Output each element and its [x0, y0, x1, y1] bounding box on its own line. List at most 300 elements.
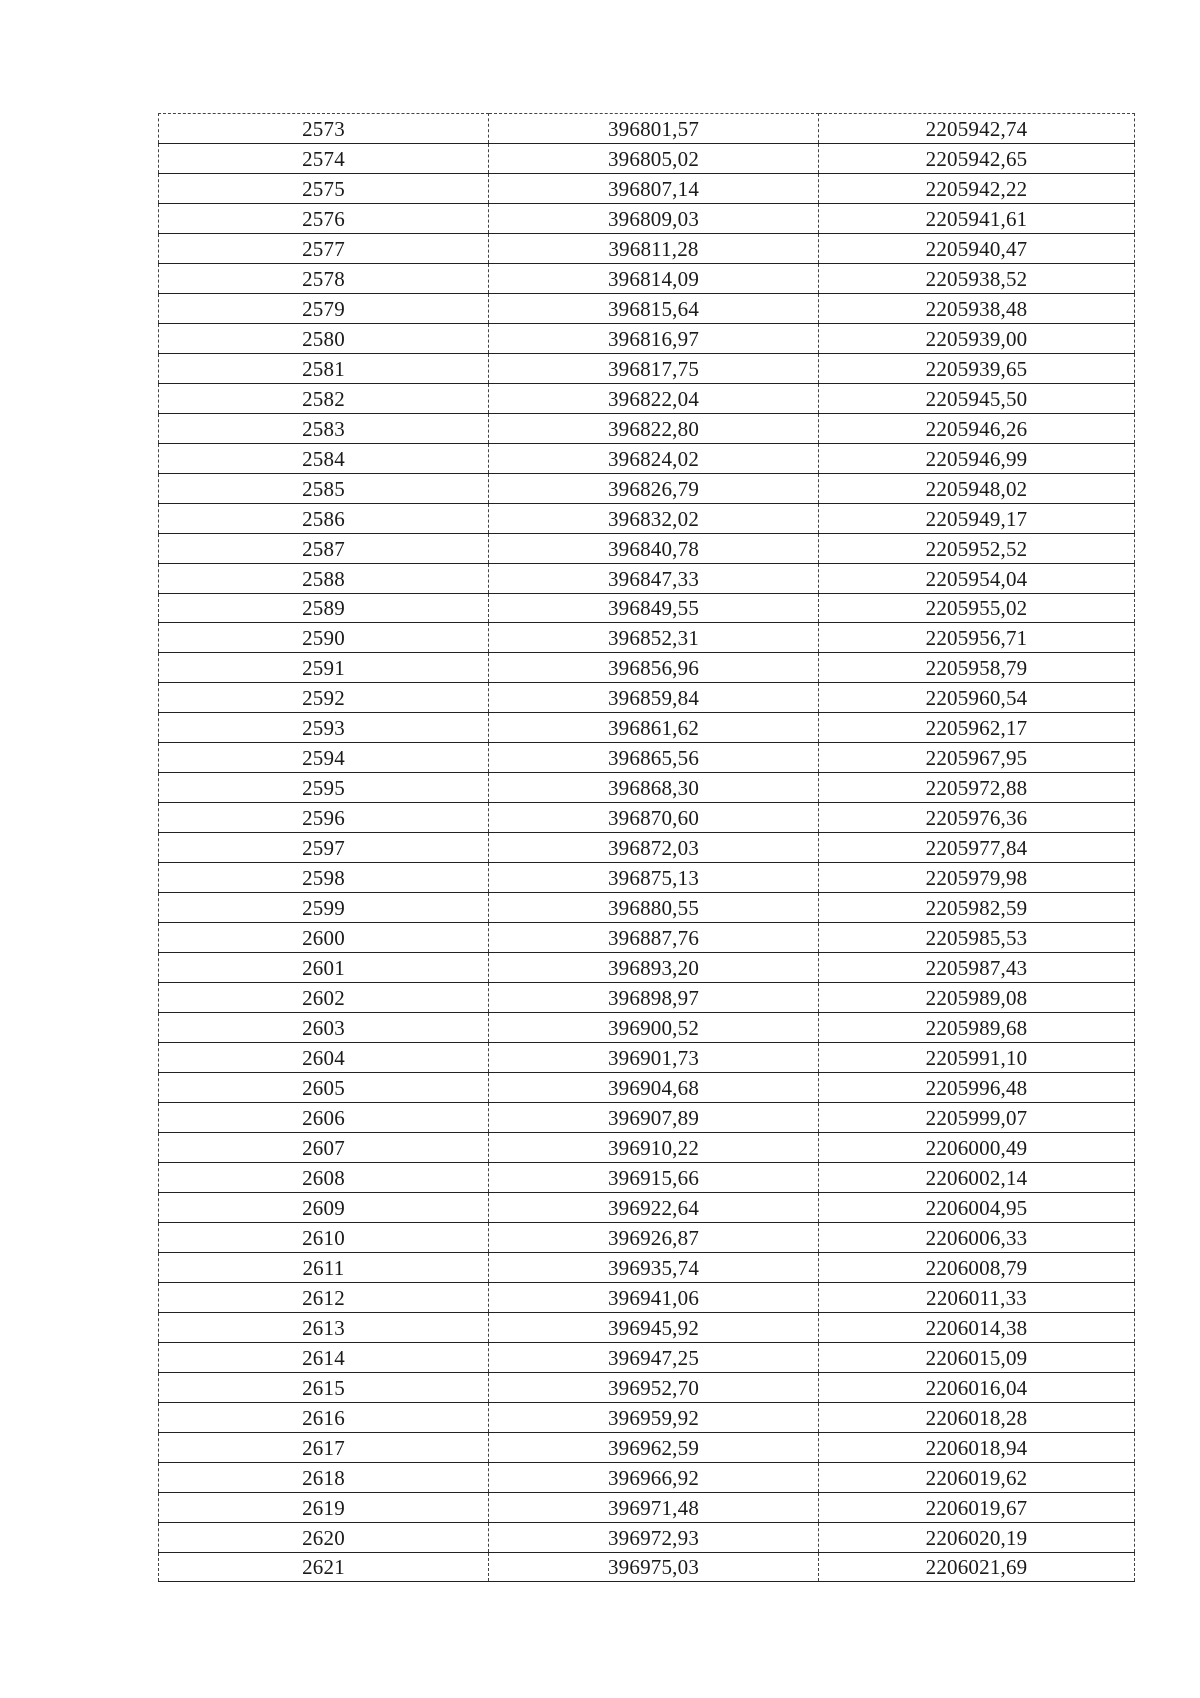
- point-number-cell: [159, 353, 489, 383]
- coordinates-table: [158, 113, 1135, 1582]
- cell-text: 396915,66: [607, 1165, 700, 1190]
- x-coordinate-cell: [489, 623, 819, 653]
- x-coordinate-cell: [489, 893, 819, 923]
- table-row: [159, 1402, 1135, 1432]
- cell-text: 2206014,38: [925, 1315, 1028, 1340]
- x-coordinate-cell: [489, 1282, 819, 1312]
- y-coordinate-cell: [819, 143, 1135, 173]
- table-row: [159, 533, 1135, 563]
- cell-text: 2205942,74: [925, 116, 1028, 141]
- point-number-cell: [159, 1552, 489, 1582]
- y-coordinate-cell: [819, 623, 1135, 653]
- point-number-cell: [159, 443, 489, 473]
- point-number-cell: [159, 863, 489, 893]
- y-coordinate-cell: [819, 1073, 1135, 1103]
- point-number-cell: [159, 623, 489, 653]
- point-number-cell: [159, 293, 489, 323]
- cell-text: 2205945,50: [925, 386, 1028, 411]
- x-coordinate-cell: [489, 173, 819, 203]
- x-coordinate-cell: [489, 533, 819, 563]
- x-coordinate-cell: [489, 1522, 819, 1552]
- point-number-cell: [159, 1162, 489, 1192]
- table-row: [159, 773, 1135, 803]
- cell-text: 396971,48: [607, 1495, 700, 1520]
- table-row: [159, 293, 1135, 323]
- y-coordinate-cell: [819, 293, 1135, 323]
- cell-text: 2206019,62: [925, 1465, 1028, 1490]
- x-coordinate-cell: [489, 1073, 819, 1103]
- y-coordinate-cell: [819, 1522, 1135, 1552]
- cell-text: 396805,02: [607, 146, 700, 171]
- cell-text: 2621: [302, 1555, 345, 1580]
- cell-text: 2586: [302, 506, 345, 531]
- cell-text: 396922,64: [607, 1195, 700, 1220]
- cell-text: 2206018,28: [925, 1405, 1028, 1430]
- point-number-cell: [159, 203, 489, 233]
- point-number-cell: [159, 413, 489, 443]
- cell-text: 2205946,26: [925, 416, 1028, 441]
- x-coordinate-cell: [489, 143, 819, 173]
- cell-text: 2603: [302, 1016, 345, 1041]
- point-number-cell: [159, 563, 489, 593]
- table-row: [159, 563, 1135, 593]
- cell-text: 2205941,61: [925, 206, 1028, 231]
- x-coordinate-cell: [489, 293, 819, 323]
- point-number-cell: [159, 233, 489, 263]
- y-coordinate-cell: [819, 1462, 1135, 1492]
- y-coordinate-cell: [819, 203, 1135, 233]
- point-number-cell: [159, 773, 489, 803]
- cell-text: 396901,73: [607, 1046, 700, 1071]
- table-row: [159, 203, 1135, 233]
- cell-text: 396870,60: [607, 806, 700, 831]
- cell-text: 396959,92: [607, 1405, 700, 1430]
- point-number-cell: [159, 1282, 489, 1312]
- cell-text: 2205949,17: [925, 506, 1028, 531]
- x-coordinate-cell: [489, 563, 819, 593]
- cell-text: 2205958,79: [925, 656, 1028, 681]
- point-number-cell: [159, 923, 489, 953]
- x-coordinate-cell: [489, 1492, 819, 1522]
- table-row: [159, 233, 1135, 263]
- table-row: [159, 473, 1135, 503]
- cell-text: 2205996,48: [925, 1075, 1028, 1100]
- x-coordinate-cell: [489, 653, 819, 683]
- x-coordinate-cell: [489, 983, 819, 1013]
- table-row: [159, 1282, 1135, 1312]
- cell-text: 2580: [302, 326, 345, 351]
- cell-text: 2593: [302, 716, 345, 741]
- cell-text: 2598: [302, 866, 345, 891]
- table-row: [159, 683, 1135, 713]
- cell-text: 396945,92: [607, 1315, 700, 1340]
- x-coordinate-cell: [489, 413, 819, 443]
- y-coordinate-cell: [819, 353, 1135, 383]
- table-row: [159, 653, 1135, 683]
- point-number-cell: [159, 1222, 489, 1252]
- cell-text: 2595: [302, 776, 345, 801]
- cell-text: 2206019,67: [925, 1495, 1028, 1520]
- point-number-cell: [159, 1432, 489, 1462]
- cell-text: 2205948,02: [925, 476, 1028, 501]
- point-number-cell: [159, 1102, 489, 1132]
- y-coordinate-cell: [819, 773, 1135, 803]
- cell-text: 2616: [302, 1405, 345, 1430]
- cell-text: 2589: [302, 596, 345, 621]
- cell-text: 2588: [302, 566, 345, 591]
- cell-text: 2584: [302, 446, 345, 471]
- x-coordinate-cell: [489, 863, 819, 893]
- table-row: [159, 143, 1135, 173]
- cell-text: 2597: [302, 836, 345, 861]
- cell-text: 2614: [302, 1345, 345, 1370]
- y-coordinate-cell: [819, 683, 1135, 713]
- y-coordinate-cell: [819, 1552, 1135, 1582]
- cell-text: 2206011,33: [926, 1285, 1027, 1310]
- cell-text: 2574: [302, 146, 345, 171]
- cell-text: 2206006,33: [925, 1225, 1028, 1250]
- cell-text: 2600: [302, 926, 345, 951]
- table-row: [159, 1073, 1135, 1103]
- cell-text: 2579: [302, 296, 345, 321]
- cell-text: 396880,55: [607, 896, 700, 921]
- cell-text: 2205989,68: [925, 1016, 1028, 1041]
- cell-text: 2599: [302, 896, 345, 921]
- cell-text: 2205977,84: [925, 836, 1028, 861]
- cell-text: 2573: [302, 116, 345, 141]
- table-row: [159, 503, 1135, 533]
- point-number-cell: [159, 803, 489, 833]
- y-coordinate-cell: [819, 413, 1135, 443]
- cell-text: 396975,03: [607, 1555, 700, 1580]
- cell-text: 396935,74: [607, 1255, 700, 1280]
- cell-text: 396815,64: [607, 296, 700, 321]
- x-coordinate-cell: [489, 1312, 819, 1342]
- y-coordinate-cell: [819, 1312, 1135, 1342]
- point-number-cell: [159, 1402, 489, 1432]
- table-row: [159, 803, 1135, 833]
- y-coordinate-cell: [819, 503, 1135, 533]
- x-coordinate-cell: [489, 1552, 819, 1582]
- cell-text: 2206020,19: [925, 1525, 1028, 1550]
- y-coordinate-cell: [819, 953, 1135, 983]
- cell-text: 2608: [302, 1165, 345, 1190]
- x-coordinate-cell: [489, 1402, 819, 1432]
- cell-text: 2205938,52: [925, 266, 1028, 291]
- cell-text: 396822,04: [607, 386, 700, 411]
- table-row: [159, 833, 1135, 863]
- y-coordinate-cell: [819, 1342, 1135, 1372]
- x-coordinate-cell: [489, 443, 819, 473]
- x-coordinate-cell: [489, 1102, 819, 1132]
- y-coordinate-cell: [819, 713, 1135, 743]
- cell-text: 396966,92: [607, 1465, 700, 1490]
- y-coordinate-cell: [819, 1492, 1135, 1522]
- cell-text: 2590: [302, 626, 345, 651]
- y-coordinate-cell: [819, 1282, 1135, 1312]
- cell-text: 396824,02: [607, 446, 700, 471]
- y-coordinate-cell: [819, 563, 1135, 593]
- y-coordinate-cell: [819, 233, 1135, 263]
- cell-text: 2205967,95: [925, 746, 1028, 771]
- cell-text: 396809,03: [607, 206, 700, 231]
- cell-text: 396852,31: [607, 626, 700, 651]
- cell-text: 2205952,52: [925, 536, 1028, 561]
- point-number-cell: [159, 533, 489, 563]
- table-row: [159, 353, 1135, 383]
- cell-text: 2617: [302, 1435, 345, 1460]
- y-coordinate-cell: [819, 173, 1135, 203]
- cell-text: 396817,75: [607, 356, 700, 381]
- cell-text: 2591: [302, 656, 345, 681]
- x-coordinate-cell: [489, 1372, 819, 1402]
- cell-text: 2577: [302, 236, 345, 261]
- cell-text: 396840,78: [607, 536, 700, 561]
- coordinates-table-body: [159, 114, 1135, 1582]
- cell-text: 2613: [302, 1315, 345, 1340]
- cell-text: 396962,59: [607, 1435, 700, 1460]
- x-coordinate-cell: [489, 503, 819, 533]
- x-coordinate-cell: [489, 1162, 819, 1192]
- cell-text: 2610: [302, 1225, 345, 1250]
- point-number-cell: [159, 1192, 489, 1222]
- cell-text: 396849,55: [607, 596, 700, 621]
- x-coordinate-cell: [489, 1342, 819, 1372]
- y-coordinate-cell: [819, 923, 1135, 953]
- point-number-cell: [159, 983, 489, 1013]
- table-row: [159, 323, 1135, 353]
- y-coordinate-cell: [819, 323, 1135, 353]
- cell-text: 2205960,54: [925, 686, 1028, 711]
- cell-text: 2592: [302, 686, 345, 711]
- point-number-cell: [159, 743, 489, 773]
- cell-text: 396811,28: [608, 236, 699, 261]
- y-coordinate-cell: [819, 983, 1135, 1013]
- table-row: [159, 1192, 1135, 1222]
- point-number-cell: [159, 473, 489, 503]
- cell-text: 2205976,36: [925, 806, 1028, 831]
- table-row: [159, 1043, 1135, 1073]
- cell-text: 2607: [302, 1135, 345, 1160]
- table-row: [159, 1252, 1135, 1282]
- cell-text: 2206016,04: [925, 1375, 1028, 1400]
- cell-text: 396904,68: [607, 1075, 700, 1100]
- x-coordinate-cell: [489, 803, 819, 833]
- table-row: [159, 1372, 1135, 1402]
- y-coordinate-cell: [819, 593, 1135, 623]
- table-row: [159, 263, 1135, 293]
- y-coordinate-cell: [819, 1252, 1135, 1282]
- cell-text: 2206021,69: [925, 1555, 1028, 1580]
- table-row: [159, 1432, 1135, 1462]
- point-number-cell: [159, 1372, 489, 1402]
- table-row: [159, 1552, 1135, 1582]
- cell-text: 2619: [302, 1495, 345, 1520]
- x-coordinate-cell: [489, 683, 819, 713]
- x-coordinate-cell: [489, 1462, 819, 1492]
- point-number-cell: [159, 713, 489, 743]
- cell-text: 2620: [302, 1525, 345, 1550]
- y-coordinate-cell: [819, 383, 1135, 413]
- x-coordinate-cell: [489, 1132, 819, 1162]
- cell-text: 2596: [302, 806, 345, 831]
- cell-text: 2615: [302, 1375, 345, 1400]
- cell-text: 2618: [302, 1465, 345, 1490]
- table-row: [159, 923, 1135, 953]
- cell-text: 2205939,00: [925, 326, 1028, 351]
- cell-text: 396865,56: [607, 746, 700, 771]
- cell-text: 2606: [302, 1105, 345, 1130]
- point-number-cell: [159, 383, 489, 413]
- cell-text: 2594: [302, 746, 345, 771]
- point-number-cell: [159, 1492, 489, 1522]
- cell-text: 396801,57: [607, 116, 700, 141]
- cell-text: 396898,97: [607, 986, 700, 1011]
- y-coordinate-cell: [819, 443, 1135, 473]
- table-row: [159, 1492, 1135, 1522]
- point-number-cell: [159, 1013, 489, 1043]
- x-coordinate-cell: [489, 923, 819, 953]
- point-number-cell: [159, 323, 489, 353]
- cell-text: 2205985,53: [925, 926, 1028, 951]
- point-number-cell: [159, 893, 489, 923]
- x-coordinate-cell: [489, 713, 819, 743]
- point-number-cell: [159, 173, 489, 203]
- x-coordinate-cell: [489, 743, 819, 773]
- cell-text: 2206008,79: [925, 1255, 1028, 1280]
- cell-text: 2206004,95: [925, 1195, 1028, 1220]
- y-coordinate-cell: [819, 1372, 1135, 1402]
- table-row: [159, 623, 1135, 653]
- cell-text: 396856,96: [607, 656, 700, 681]
- x-coordinate-cell: [489, 323, 819, 353]
- cell-text: 2205962,17: [925, 716, 1028, 741]
- cell-text: 2611: [302, 1255, 345, 1280]
- cell-text: 2205972,88: [925, 776, 1028, 801]
- y-coordinate-cell: [819, 1222, 1135, 1252]
- y-coordinate-cell: [819, 114, 1135, 144]
- table-row: [159, 743, 1135, 773]
- point-number-cell: [159, 1522, 489, 1552]
- table-row: [159, 383, 1135, 413]
- cell-text: 2205979,98: [925, 866, 1028, 891]
- cell-text: 2205991,10: [925, 1046, 1028, 1071]
- cell-text: 396972,93: [607, 1525, 700, 1550]
- point-number-cell: [159, 114, 489, 144]
- x-coordinate-cell: [489, 1252, 819, 1282]
- cell-text: 2587: [302, 536, 345, 561]
- cell-text: 2205942,22: [925, 176, 1028, 201]
- y-coordinate-cell: [819, 1402, 1135, 1432]
- cell-text: 2205940,47: [925, 236, 1028, 261]
- y-coordinate-cell: [819, 1102, 1135, 1132]
- table-row: [159, 1013, 1135, 1043]
- point-number-cell: [159, 683, 489, 713]
- cell-text: 2205954,04: [925, 566, 1028, 591]
- table-row: [159, 593, 1135, 623]
- y-coordinate-cell: [819, 653, 1135, 683]
- cell-text: 2206002,14: [925, 1165, 1028, 1190]
- cell-text: 396832,02: [607, 506, 700, 531]
- table-row: [159, 713, 1135, 743]
- cell-text: 2205939,65: [925, 356, 1028, 381]
- table-row: [159, 1342, 1135, 1372]
- y-coordinate-cell: [819, 833, 1135, 863]
- x-coordinate-cell: [489, 473, 819, 503]
- y-coordinate-cell: [819, 473, 1135, 503]
- x-coordinate-cell: [489, 233, 819, 263]
- cell-text: 2205982,59: [925, 896, 1028, 921]
- cell-text: 396910,22: [607, 1135, 700, 1160]
- cell-text: 2205942,65: [925, 146, 1028, 171]
- table-row: [159, 953, 1135, 983]
- point-number-cell: [159, 143, 489, 173]
- table-row: [159, 1312, 1135, 1342]
- cell-text: 2205956,71: [925, 626, 1028, 651]
- x-coordinate-cell: [489, 1432, 819, 1462]
- table-row: [159, 1522, 1135, 1552]
- x-coordinate-cell: [489, 203, 819, 233]
- x-coordinate-cell: [489, 263, 819, 293]
- x-coordinate-cell: [489, 1013, 819, 1043]
- x-coordinate-cell: [489, 353, 819, 383]
- table-row: [159, 1462, 1135, 1492]
- point-number-cell: [159, 653, 489, 683]
- cell-text: 396822,80: [607, 416, 700, 441]
- cell-text: 2604: [302, 1046, 345, 1071]
- table-row: [159, 1102, 1135, 1132]
- cell-text: 2583: [302, 416, 345, 441]
- x-coordinate-cell: [489, 1043, 819, 1073]
- x-coordinate-cell: [489, 593, 819, 623]
- y-coordinate-cell: [819, 1432, 1135, 1462]
- x-coordinate-cell: [489, 833, 819, 863]
- point-number-cell: [159, 833, 489, 863]
- table-row: [159, 863, 1135, 893]
- cell-text: 396814,09: [607, 266, 700, 291]
- cell-text: 2582: [302, 386, 345, 411]
- point-number-cell: [159, 1342, 489, 1372]
- cell-text: 396941,06: [607, 1285, 700, 1310]
- point-number-cell: [159, 1043, 489, 1073]
- point-number-cell: [159, 1462, 489, 1492]
- cell-text: 396859,84: [607, 686, 700, 711]
- x-coordinate-cell: [489, 953, 819, 983]
- cell-text: 2601: [302, 956, 345, 981]
- cell-text: 2602: [302, 986, 345, 1011]
- y-coordinate-cell: [819, 533, 1135, 563]
- cell-text: 2206015,09: [925, 1345, 1028, 1370]
- table-row: [159, 1162, 1135, 1192]
- cell-text: 396900,52: [607, 1016, 700, 1041]
- x-coordinate-cell: [489, 383, 819, 413]
- cell-text: 2575: [302, 176, 345, 201]
- cell-text: 396847,33: [607, 566, 700, 591]
- point-number-cell: [159, 593, 489, 623]
- cell-text: 396893,20: [607, 956, 700, 981]
- table-row: [159, 1132, 1135, 1162]
- point-number-cell: [159, 1073, 489, 1103]
- cell-text: 396816,97: [607, 326, 700, 351]
- cell-text: 396926,87: [607, 1225, 700, 1250]
- cell-text: 2206018,94: [925, 1435, 1028, 1460]
- cell-text: 2205989,08: [925, 986, 1028, 1011]
- table-row: [159, 443, 1135, 473]
- table-row: [159, 173, 1135, 203]
- cell-text: 396868,30: [607, 776, 700, 801]
- cell-text: 2576: [302, 206, 345, 231]
- cell-text: 2206000,49: [925, 1135, 1028, 1160]
